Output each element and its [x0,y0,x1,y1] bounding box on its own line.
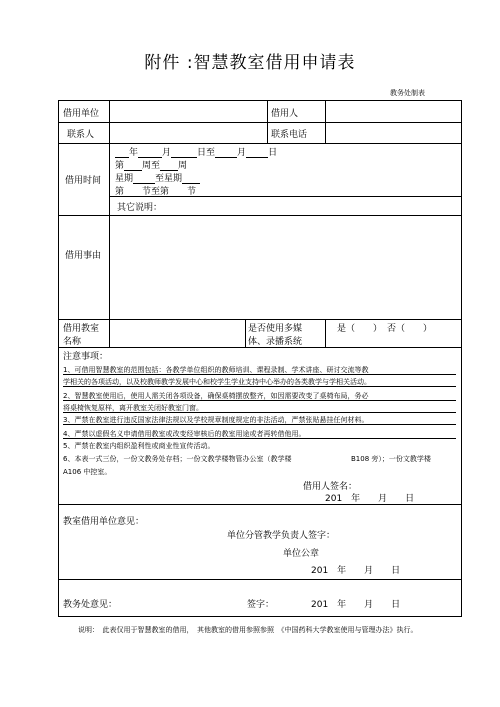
borrow-time-label: 借用时间 [65,176,102,186]
note-line: B108 旁）；一份文教学楼 [351,455,431,463]
unit-leader-sign-label: 单位分管教学负责人签字： [227,531,336,541]
academic-office-sign-label: 签字： [247,600,275,610]
note-line: 将桌椅恢复原样，离开教室关闭好教室门窗。 [63,404,203,412]
weekday-range-line: 星期 至星期 [115,171,200,184]
reason-label: 借用事由 [65,251,102,261]
other-notes-label: 其它说明： [117,203,163,213]
note-line: 1、可借用智慧教室的范围包括：各教学单位组织的教师培训、课程录制、学术讲座、研讨交流等教 [63,366,369,374]
contact-phone-label: 联系电话 [271,130,308,140]
page-title: 附件 :智慧教室借用申请表 [144,53,356,73]
borrow-unit-label: 借用单位 [63,109,100,119]
application-form [58,100,462,617]
note-line: 6、本表一式三份，一份文教务处存档；一份文教学楼物管办公室（教学楼 [63,455,292,463]
unit-seal-label: 单位公章 [283,549,320,559]
media-no-option[interactable]: 否（ ） [387,324,433,334]
note-line: 4、严禁以虚假名义申请借用教室或改变经审核后的教室用途或者再转借他用。 [63,430,306,438]
room-name-label-2: 名称 [63,337,82,347]
media-yes-option[interactable]: 是（ ） [337,324,383,334]
date-range-line: 年 月 日至 月 日 [115,145,277,158]
room-name-label-1: 借用教室 [63,324,100,334]
notes-heading: 注意事项： [63,352,109,362]
academic-office-label: 教务处意见： [63,600,118,610]
unit-opinion-date: 201 年 月 日 [311,566,401,576]
note-line: 5、严禁在教室内组织盈利性或商业性宣传活动。 [63,442,215,450]
note-line: 学相关的各项活动，以及校教师教学发展中心和校学生学业支持中心举办的各类教学与学相关活动。 [63,378,371,386]
borrower-sign-date: 201 年 月 日 [325,494,415,504]
unit-opinion-label: 教室借用单位意见： [63,517,145,527]
academic-office-date: 201 年 月 日 [311,600,401,610]
period-range-line: 第 节至第 节 [115,187,197,197]
note-line: 3、严禁在教室进行违反国家法律法规以及学校规章制度规定的非法活动，严禁张贴悬挂任何材料。 [63,416,369,424]
note-line: 2、智慧教室使用后，使用人需关闭各项设备，确保桌椅摆放整齐，如因需要改变了桌椅布局，务必 [63,392,369,400]
note-line: A106 中控室。 [63,468,112,476]
footnote: 说明： 此表仅用于智慧教室的借用， 其他教室的借用参照参照 《中国药科大学教室使用与管理办法》执行。 [78,626,418,634]
borrower-label: 借用人 [271,109,299,119]
issuer-label: 教务处制表 [390,89,425,97]
media-question-1: 是否使用多媒 [248,324,303,334]
contact-person-label: 联系人 [67,130,95,140]
borrower-sign-label: 借用人签名： [303,482,358,492]
media-question-2: 体、录播系统 [248,337,303,347]
week-range-line: 第 周至 周 [115,161,188,171]
